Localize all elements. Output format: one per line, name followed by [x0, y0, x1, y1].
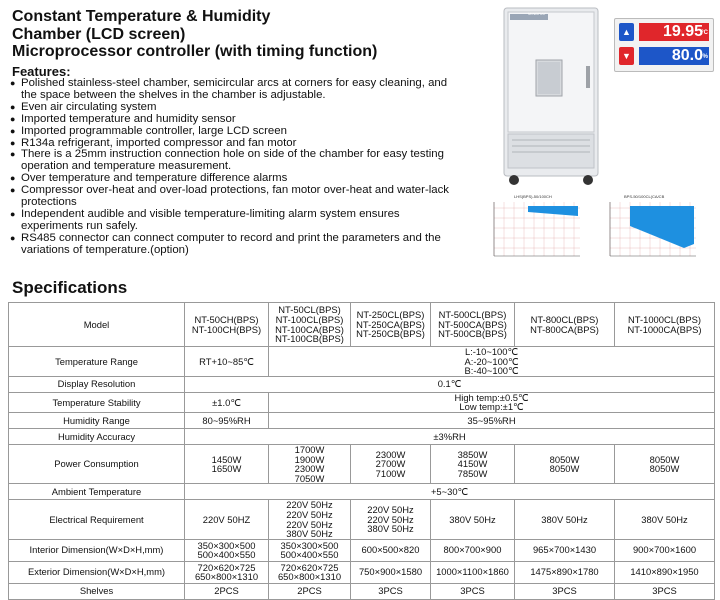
controller-panel	[614, 18, 714, 72]
title-line-2: Chamber (LCD screen)	[12, 25, 186, 43]
spec-value-cell: 380V 50Hz	[431, 500, 515, 539]
chart-1-title: LHS(BPS)-50/100CH	[514, 194, 552, 199]
spec-label-cell: Temperature Stability	[9, 392, 185, 412]
table-row	[9, 561, 715, 583]
spec-value-cell: 900×700×1600	[615, 539, 715, 561]
feature-item: ● Compressor over-heat and over-load protections, fan motor over-heat and water-lack protections	[10, 185, 462, 209]
spec-value-cell: 35~95%RH	[269, 412, 715, 428]
spec-label-cell: Ambient Temperature	[9, 484, 185, 500]
spec-value-cell: 2PCS	[185, 583, 269, 599]
chamber-image	[502, 6, 600, 186]
spec-value-cell: 2300W 2700W 7100W	[351, 444, 431, 483]
spec-value-cell: 1000×1100×1860	[431, 561, 515, 583]
spec-value-cell: 3PCS	[615, 583, 715, 599]
spec-value-cell: 380V 50Hz	[515, 500, 615, 539]
table-header-row	[9, 303, 715, 347]
chart-2-title: BPS-50/100CL(CA/CB	[624, 194, 665, 199]
spec-label-cell: Shelves	[9, 583, 185, 599]
spec-value-cell: 8050W 8050W	[615, 444, 715, 483]
up-arrow-icon: ▲	[619, 23, 634, 41]
specifications-heading: Specifications	[12, 278, 128, 297]
spec-value-cell: 750×900×1580	[351, 561, 431, 583]
title-line-1: Constant Temperature & Humidity	[12, 8, 271, 25]
table-row	[9, 428, 715, 444]
spec-value-cell: NT-250CL(BPS) NT-250CA(BPS) NT-250CB(BPS)	[351, 303, 431, 347]
spec-value-cell: 965×700×1430	[515, 539, 615, 561]
performance-chart-2	[600, 194, 706, 264]
spec-label-cell: Temperature Range	[9, 347, 185, 377]
spec-value-cell: 1410×890×1950	[615, 561, 715, 583]
table-row	[9, 484, 715, 500]
temperature-unit: °C	[701, 30, 708, 36]
table-row	[9, 392, 715, 412]
spec-label-cell: Humidity Range	[9, 412, 185, 428]
page-title	[12, 8, 377, 61]
table-row	[9, 500, 715, 539]
spec-value-cell: 3PCS	[431, 583, 515, 599]
feature-item: ● Independent audible and visible temperature-limiting alarm system ensures experiments run safely.	[10, 209, 462, 233]
chart-2-region	[630, 206, 694, 248]
chart-1-region	[528, 206, 578, 216]
spec-value-cell: 380V 50Hz	[615, 500, 715, 539]
spec-label-cell: Power Consumption	[9, 444, 185, 483]
spec-label-cell: Exterior Dimension(W×D×H,mm)	[9, 561, 185, 583]
spec-value-cell: NT-50CL(BPS) NT-100CL(BPS) NT-100CA(BPS) NT-100CB(BPS)	[269, 303, 351, 347]
spec-value-cell: 3PCS	[515, 583, 615, 599]
spec-value-cell: ±1.0℃	[185, 392, 269, 412]
spec-value-cell: 3PCS	[351, 583, 431, 599]
spec-value-cell: NT-500CL(BPS) NT-500CA(BPS) NT-500CB(BPS)	[431, 303, 515, 347]
features-list	[10, 78, 462, 257]
spec-value-cell: NT-1000CL(BPS) NT-1000CA(BPS)	[615, 303, 715, 347]
feature-item: ● There is a 25mm instruction connection hole on side of the chamber for easy testing operation and temperature measurement.	[10, 149, 462, 173]
down-arrow-icon: ▼	[619, 47, 634, 65]
table-row	[9, 347, 715, 377]
title-line-3: Microprocessor controller (with timing function)	[12, 43, 378, 60]
spec-value-cell: ±3%RH	[185, 428, 715, 444]
specifications-table	[8, 302, 715, 600]
spec-value-cell: 600×500×820	[351, 539, 431, 561]
feature-item: ● Over temperature and temperature difference alarms	[10, 173, 462, 185]
feature-item: ● Polished stainless-steel chamber, semicircular arcs at corners for easy cleaning, and the space between the shelves in the chamber is adjustable.	[10, 78, 462, 102]
feature-item: ● RS485 connector can connect computer to record and print the parameters and the variations of temperature.(option)	[10, 233, 462, 257]
performance-chart-1	[484, 194, 590, 264]
spec-value-cell: RT+10~85℃	[185, 347, 269, 377]
spec-label-cell: Display Resolution	[9, 376, 185, 392]
temperature-display	[639, 23, 709, 41]
spec-value-cell: NT-50CH(BPS) NT-100CH(BPS)	[185, 303, 269, 347]
feature-item: ● R134a refrigerant, imported compressor and fan motor	[10, 138, 462, 150]
table-row	[9, 539, 715, 561]
chamber-brand-label: MINDRAY	[528, 11, 547, 16]
spec-value-cell: +5~30℃	[185, 484, 715, 500]
spec-value-cell: 800×700×900	[431, 539, 515, 561]
spec-value-cell: 220V 50Hz 220V 50Hz 220V 50Hz 380V 50Hz	[269, 500, 351, 539]
spec-value-cell: NT-800CL(BPS) NT-800CA(BPS)	[515, 303, 615, 347]
spec-value-cell: 1700W 1900W 2300W 7050W	[269, 444, 351, 483]
spec-label-cell: Humidity Accuracy	[9, 428, 185, 444]
table-row	[9, 583, 715, 599]
feature-item: ● Imported temperature and humidity sensor	[10, 114, 462, 126]
table-row	[9, 412, 715, 428]
spec-value-cell: 80~95%RH	[185, 412, 269, 428]
table-row	[9, 444, 715, 483]
spec-value-cell: 1450W 1650W	[185, 444, 269, 483]
spec-value-cell: 220V 50Hz 220V 50Hz 380V 50Hz	[351, 500, 431, 539]
spec-value-cell: 720×620×725 650×800×1310	[185, 561, 269, 583]
feature-item: ● Even air circulating system	[10, 102, 462, 114]
spec-value-cell: 3850W 4150W 7850W	[431, 444, 515, 483]
model-header-cell: Model	[9, 303, 185, 347]
features-heading: Features:	[12, 64, 71, 79]
temperature-value: 19.95	[662, 23, 703, 40]
humidity-unit: %	[702, 54, 708, 60]
humidity-display	[639, 47, 709, 65]
spec-value-cell: L:-10~100℃ A:-20~100℃ B:-40~100℃	[269, 347, 715, 377]
table-row	[9, 376, 715, 392]
humidity-value: 80.0	[671, 47, 703, 64]
feature-item: ● Imported programmable controller, large LCD screen	[10, 126, 462, 138]
spec-value-cell: 350×300×500 500×400×550	[269, 539, 351, 561]
spec-value-cell: 2PCS	[269, 583, 351, 599]
spec-value-cell: 1475×890×1780	[515, 561, 615, 583]
spec-value-cell: 350×300×500 500×400×550	[185, 539, 269, 561]
spec-value-cell: 720×620×725 650×800×1310	[269, 561, 351, 583]
spec-value-cell: High temp:±0.5℃ Low temp:±1℃	[269, 392, 715, 412]
spec-label-cell: Interior Dimension(W×D×H,mm)	[9, 539, 185, 561]
spec-value-cell: 0.1℃	[185, 376, 715, 392]
spec-label-cell: Electrical Requirement	[9, 500, 185, 539]
spec-value-cell: 220V 50HZ	[185, 500, 269, 539]
spec-value-cell: 8050W 8050W	[515, 444, 615, 483]
